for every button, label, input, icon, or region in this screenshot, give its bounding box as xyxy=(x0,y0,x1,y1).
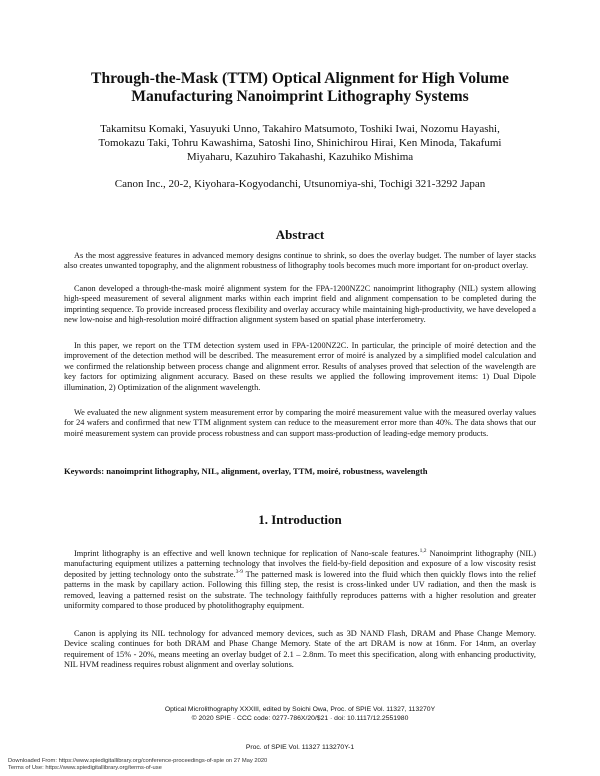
intro-paragraph-1 xyxy=(64,549,536,611)
title-line-1: Through-the-Mask (TTM) Optical Alignment for High Volume xyxy=(91,70,509,87)
intro-p1-text-b: Nanoimprint lithography (NIL) manufacturing equipment utilizes a patterning technology that involves the field-by-field deposition and exposure of a low viscosity resist deposited by jetting technology onto the substrate. xyxy=(64,549,536,579)
abstract-paragraph-3: In this paper, we report on the TTM detection system used in FPA-1200NZ2C. In particular, the principle of moiré detection and the improvement of the detection method will be described. The measurement error of moiré is analyzed by a simplified model calculation and we confirmed the relationship between process change and alignment error. Results of analyses proved that selection of the wavelength are key factors for optimizing alignment accuracy. Based on these results we applied the following improvement items: 1) Dual Dipole illumination, 2) Optimization of the alignment wavelength. xyxy=(64,341,536,392)
abstract-heading: Abstract xyxy=(275,227,325,242)
intro-p1-text-a: Imprint lithography is an effective and well known technique for replication of Nano-scale features. xyxy=(74,549,420,558)
publication-line-2: © 2020 SPIE · CCC code: 0277-786X/20/$21 · doi: 10.1117/12.2551980 xyxy=(191,714,409,722)
keywords: Keywords: nanoimprint lithography, NIL, alignment, overlay, TTM, moiré, robustness, wavelength xyxy=(64,466,428,476)
abstract-paragraph-4: We evaluated the new alignment system measurement error by comparing the moiré measurement value with the measured overlay values for 24 wafers and confirmed that new TTM alignment system can reduce to the measurement error more than 40%. The data shows that our moiré measurement system can provide process robustness and can support mass-production of leading-edge memory products. xyxy=(64,408,536,438)
page-reference: Proc. of SPIE Vol. 11327 113270Y-1 xyxy=(245,744,355,751)
downloaded-from: Downloaded From: https://www.spiedigitallibrary.org/conference-proceedings-of-spie on 27 May 2020 xyxy=(8,758,268,764)
publication-info xyxy=(100,706,500,723)
publication-line-1: Optical Microlithography XXXIII, edited by Soichi Owa, Proc. of SPIE Vol. 11327, 113270Y xyxy=(164,706,436,713)
download-notice xyxy=(8,758,598,772)
affiliation: Canon Inc., 20-2, Kiyohara-Kogyodanchi, Utsunomiya-shi, Tochigi 321-3292 Japan xyxy=(114,178,486,190)
introduction-heading: 1. Introduction xyxy=(258,512,342,527)
author-list: Takamitsu Komaki, Yasuyuki Unno, Takahiro Matsumoto, Toshiki Iwai, Nozomu Hayashi, Tomokazu Taki, Tohru Kawashima, Satoshi Iino, Shinichirou Hirai, Ken Minoda, Takafumi Miyaharu, Kazuhiro Takahashi, Kazuhiko Mishima xyxy=(98,123,502,163)
terms-of-use: Terms of Use: https://www.spiedigitallibrary.org/terms-of-use xyxy=(8,765,162,772)
abstract-paragraph-1: As the most aggressive features in advanced memory designs continue to shrink, so does the overlay budget. The number of layer stacks also creates unwanted topography, and the alignment robustness of lithography tools becomes much more important for on-product overlay. xyxy=(64,251,536,271)
paper-title xyxy=(60,70,540,106)
citation-3-9: 3-9 xyxy=(235,569,243,576)
abstract-paragraph-2: Canon developed a through-the-mask moiré alignment system for the FPA-1200NZ2C nanoimprint lithography (NIL) system allowing high-speed measurement of several alignment marks within each imprint field and alignment compensation to be completed during the imprinting sequence. To provide increased process flexibility and overlay accuracy while maintaining high-productivity, we have developed a new low-noise and high-resolution moiré diffraction alignment system based on spatial phase interferometry. xyxy=(64,284,536,325)
intro-paragraph-2: Canon is applying its NIL technology for advanced memory devices, such as 3D NAND Flash, DRAM and Phase Change Memory. Device scaling continues for both DRAM and Phase Change Memory. State of the art DRAM is now at 16nm. For 14nm, an overlay requirement of 15% - 20%, means meeting an overlay budget of 2.1 – 2.8nm. To meet this specification, along with enhancing productivity, NIL HVM readiness requires robust alignment and overlay solutions. xyxy=(64,629,536,670)
title-line-2: Manufacturing Nanoimprint Lithography Systems xyxy=(131,88,469,105)
citation-1-2: 1,2 xyxy=(419,548,427,555)
intro-p1-text-c: The patterned mask is lowered into the fluid which then quickly flows into the relief patterns in the mask by capillary action. Following this filling step, the resist is cross-linked under UV radiation, and then the mask is removed, leaving a patterned resist on the substrate. The technology faithfully reproduces patterns with a higher resolution and greater uniformity compared to those produced by photolithography equipment. xyxy=(64,569,537,611)
